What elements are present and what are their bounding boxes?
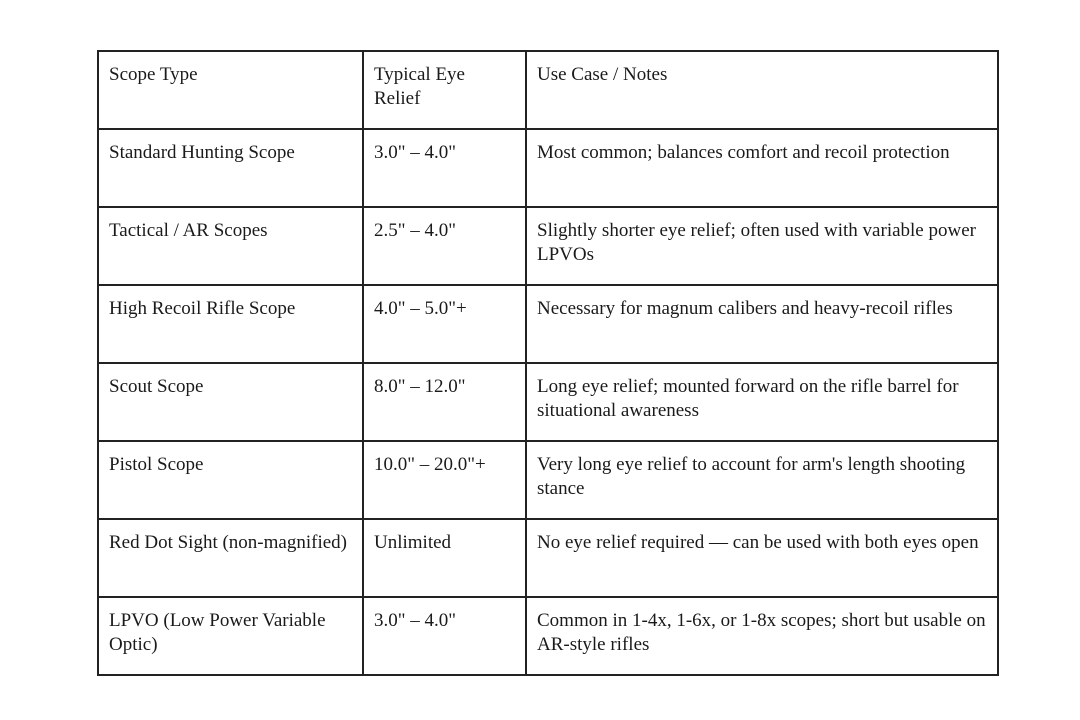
header-use-case-notes: Use Case / Notes [526,51,998,129]
table-header-row [98,51,998,129]
cell-eye-relief: 4.0" – 5.0"+ [363,285,526,363]
cell-scope-type: Red Dot Sight (non-magnified) [98,519,363,597]
table-row [98,597,998,675]
header-scope-type: Scope Type [98,51,363,129]
cell-notes: Necessary for magnum calibers and heavy-recoil rifles [526,285,998,363]
table-row [98,285,998,363]
cell-scope-type: Pistol Scope [98,441,363,519]
eye-relief-table [97,50,999,676]
cell-notes: Common in 1-4x, 1-6x, or 1-8x scopes; short but usable on AR-style rifles [526,597,998,675]
cell-eye-relief: 3.0" – 4.0" [363,597,526,675]
cell-scope-type: LPVO (Low Power Variable Optic) [98,597,363,675]
cell-notes: Very long eye relief to account for arm's length shooting stance [526,441,998,519]
cell-notes: Long eye relief; mounted forward on the rifle barrel for situational awareness [526,363,998,441]
cell-scope-type: Tactical / AR Scopes [98,207,363,285]
table-row [98,207,998,285]
cell-scope-type: Scout Scope [98,363,363,441]
cell-scope-type: Standard Hunting Scope [98,129,363,207]
table-row [98,519,998,597]
cell-eye-relief: 2.5" – 4.0" [363,207,526,285]
header-typical-eye-relief: Typical Eye Relief [363,51,526,129]
cell-eye-relief: Unlimited [363,519,526,597]
table-row [98,441,998,519]
table-row [98,363,998,441]
table-row [98,129,998,207]
cell-notes: No eye relief required — can be used with both eyes open [526,519,998,597]
cell-eye-relief: 3.0" – 4.0" [363,129,526,207]
cell-scope-type: High Recoil Rifle Scope [98,285,363,363]
cell-notes: Slightly shorter eye relief; often used with variable power LPVOs [526,207,998,285]
cell-eye-relief: 10.0" – 20.0"+ [363,441,526,519]
cell-notes: Most common; balances comfort and recoil protection [526,129,998,207]
cell-eye-relief: 8.0" – 12.0" [363,363,526,441]
